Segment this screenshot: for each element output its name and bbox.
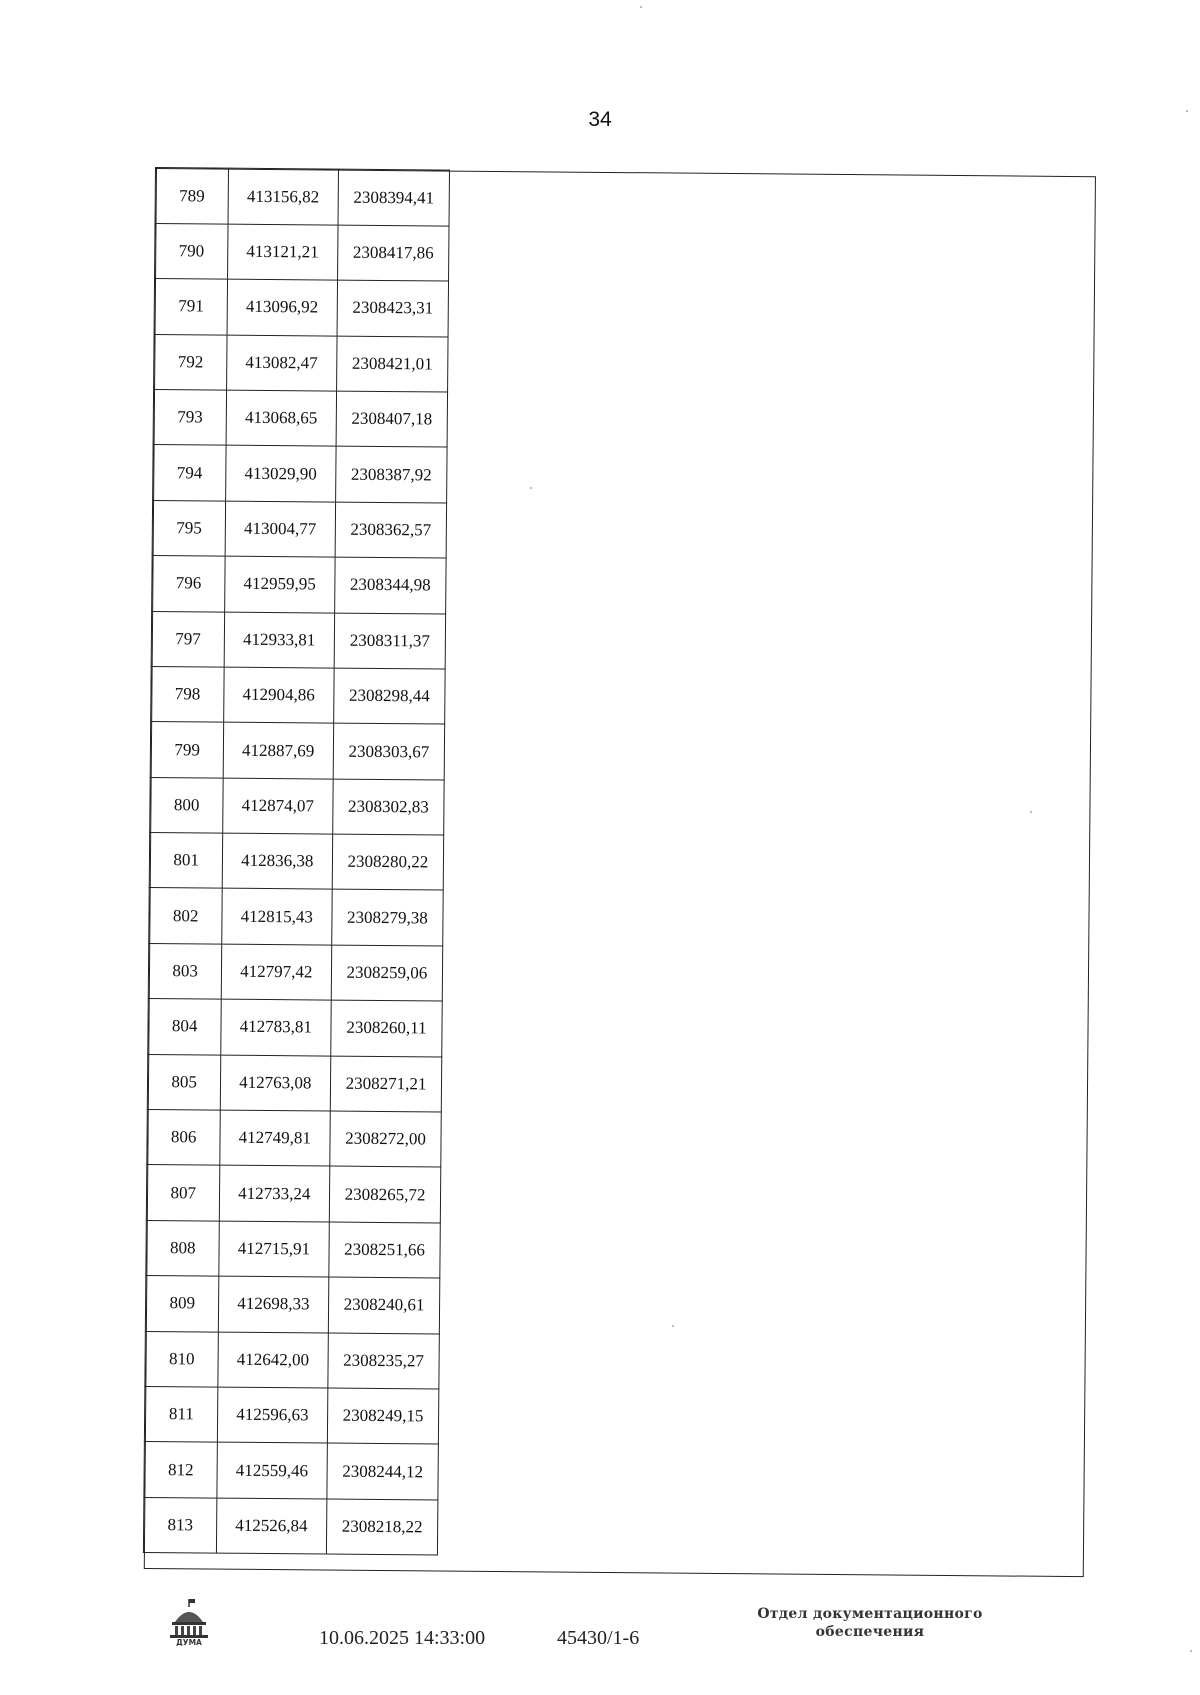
point-number-cell: 791 xyxy=(154,279,227,335)
x-coordinate-cell: 412874,07 xyxy=(223,778,333,834)
x-coordinate-cell: 412783,81 xyxy=(221,999,331,1055)
point-number-cell: 812 xyxy=(144,1442,217,1498)
point-number-cell: 803 xyxy=(149,943,222,999)
empty-cell xyxy=(443,891,1087,952)
point-number-cell: 795 xyxy=(153,500,226,556)
empty-cell xyxy=(447,447,1091,508)
table-row xyxy=(150,777,1087,841)
empty-cell xyxy=(447,392,1091,453)
scan-speck xyxy=(672,1325,674,1327)
empty-cell xyxy=(439,1389,1083,1450)
empty-cell xyxy=(442,1057,1086,1118)
x-coordinate-cell: 412904,86 xyxy=(224,667,334,723)
empty-cell xyxy=(446,503,1090,564)
x-coordinate-cell: 413156,82 xyxy=(228,169,338,225)
point-number-cell: 789 xyxy=(155,168,228,224)
point-number-cell: 811 xyxy=(145,1386,218,1442)
point-number-cell: 807 xyxy=(147,1165,220,1221)
y-coordinate-cell: 2308303,67 xyxy=(333,723,445,779)
y-coordinate-cell: 2308271,21 xyxy=(330,1056,442,1112)
duma-logo-icon xyxy=(167,1598,211,1646)
table-row xyxy=(153,445,1090,509)
table-row xyxy=(145,1331,1082,1395)
table-row xyxy=(152,611,1089,675)
x-coordinate-cell: 412596,63 xyxy=(217,1387,327,1443)
coordinates-table xyxy=(143,167,1093,1561)
scan-speck xyxy=(530,487,532,489)
table-row xyxy=(155,168,1092,232)
y-coordinate-cell: 2308260,11 xyxy=(330,1000,442,1056)
department-line-1: Отдел документационного xyxy=(757,1606,983,1622)
empty-cell xyxy=(444,780,1088,841)
table-row xyxy=(154,279,1091,343)
point-number-cell: 800 xyxy=(150,777,223,833)
y-coordinate-cell: 2308394,41 xyxy=(338,169,450,225)
x-coordinate-cell: 412887,69 xyxy=(223,722,333,778)
x-coordinate-cell: 412559,46 xyxy=(217,1442,327,1498)
y-coordinate-cell: 2308387,92 xyxy=(335,446,447,502)
point-number-cell: 799 xyxy=(151,722,224,778)
x-coordinate-cell: 412836,38 xyxy=(222,833,332,889)
empty-cell xyxy=(438,1500,1082,1561)
empty-cell xyxy=(440,1278,1084,1339)
table-row xyxy=(144,1497,1081,1561)
table-row xyxy=(154,334,1091,398)
y-coordinate-cell: 2308251,66 xyxy=(328,1222,440,1278)
logo-caption: ДУМА xyxy=(176,1638,202,1646)
empty-cell xyxy=(448,337,1092,398)
point-number-cell: 804 xyxy=(148,999,221,1055)
empty-cell xyxy=(439,1334,1083,1395)
table-row xyxy=(147,1110,1084,1174)
point-number-cell: 798 xyxy=(151,666,224,722)
table-row xyxy=(147,1165,1084,1229)
point-number-cell: 797 xyxy=(152,611,225,667)
y-coordinate-cell: 2308265,72 xyxy=(329,1166,441,1222)
table-row xyxy=(153,389,1090,453)
x-coordinate-cell: 412749,81 xyxy=(220,1110,330,1166)
scan-speck xyxy=(1186,110,1188,112)
table-row xyxy=(145,1386,1082,1450)
y-coordinate-cell: 2308259,06 xyxy=(331,945,443,1001)
x-coordinate-cell: 412959,95 xyxy=(225,556,335,612)
coordinates-frame xyxy=(144,168,1096,1577)
y-coordinate-cell: 2308244,12 xyxy=(327,1443,439,1499)
y-coordinate-cell: 2308249,15 xyxy=(327,1388,439,1444)
x-coordinate-cell: 413029,90 xyxy=(226,445,336,501)
x-coordinate-cell: 413004,77 xyxy=(225,501,335,557)
empty-cell xyxy=(438,1444,1082,1505)
x-coordinate-cell: 412797,42 xyxy=(221,944,331,1000)
table-row xyxy=(155,223,1092,287)
point-number-cell: 801 xyxy=(150,833,223,889)
x-coordinate-cell: 412763,08 xyxy=(220,1055,330,1111)
y-coordinate-cell: 2308362,57 xyxy=(335,502,447,558)
coordinates-table-body xyxy=(144,168,1093,1561)
y-coordinate-cell: 2308344,98 xyxy=(334,557,446,613)
y-coordinate-cell: 2308302,83 xyxy=(332,779,444,835)
empty-cell xyxy=(448,281,1092,342)
y-coordinate-cell: 2308298,44 xyxy=(333,668,445,724)
point-number-cell: 796 xyxy=(152,556,225,612)
x-coordinate-cell: 413121,21 xyxy=(228,224,338,280)
point-number-cell: 792 xyxy=(154,334,227,390)
table-row xyxy=(146,1276,1083,1340)
table-row xyxy=(144,1442,1081,1506)
empty-cell xyxy=(441,1167,1085,1228)
empty-cell xyxy=(445,669,1089,730)
empty-cell xyxy=(445,614,1089,675)
table-row xyxy=(152,556,1089,620)
x-coordinate-cell: 413096,92 xyxy=(227,279,337,335)
point-number-cell: 793 xyxy=(153,389,226,445)
empty-cell xyxy=(444,835,1088,896)
empty-cell xyxy=(449,170,1093,231)
empty-cell xyxy=(442,1001,1086,1062)
x-coordinate-cell: 412642,00 xyxy=(218,1332,328,1388)
empty-cell xyxy=(440,1223,1084,1284)
table-row xyxy=(149,888,1086,952)
y-coordinate-cell: 2308417,86 xyxy=(337,225,449,281)
registration-number: 45430/1-6 xyxy=(557,1627,640,1649)
x-coordinate-cell: 413082,47 xyxy=(227,335,337,391)
empty-cell xyxy=(443,946,1087,1007)
empty-cell xyxy=(449,226,1093,287)
empty-cell xyxy=(446,558,1090,619)
y-coordinate-cell: 2308240,61 xyxy=(328,1277,440,1333)
point-number-cell: 809 xyxy=(146,1276,219,1332)
y-coordinate-cell: 2308218,22 xyxy=(326,1499,438,1555)
point-number-cell: 802 xyxy=(149,888,222,944)
scan-speck xyxy=(1030,811,1032,813)
point-number-cell: 790 xyxy=(155,223,228,279)
table-row xyxy=(151,722,1088,786)
department-stamp xyxy=(720,1605,1020,1641)
y-coordinate-cell: 2308279,38 xyxy=(331,890,443,946)
y-coordinate-cell: 2308311,37 xyxy=(334,613,446,669)
y-coordinate-cell: 2308407,18 xyxy=(336,391,448,447)
point-number-cell: 810 xyxy=(145,1331,218,1387)
point-number-cell: 808 xyxy=(146,1220,219,1276)
scan-speck xyxy=(640,6,642,8)
x-coordinate-cell: 412733,24 xyxy=(219,1166,329,1222)
y-coordinate-cell: 2308280,22 xyxy=(332,834,444,890)
department-line-2: обеспечения xyxy=(815,1624,925,1640)
table-row xyxy=(150,833,1087,897)
empty-cell xyxy=(445,724,1089,785)
table-row xyxy=(148,1054,1085,1118)
point-number-cell: 805 xyxy=(148,1054,221,1110)
table-row xyxy=(151,666,1088,730)
y-coordinate-cell: 2308421,01 xyxy=(336,336,448,392)
point-number-cell: 806 xyxy=(147,1110,220,1166)
x-coordinate-cell: 412715,91 xyxy=(219,1221,329,1277)
table-row xyxy=(149,943,1086,1007)
x-coordinate-cell: 412526,84 xyxy=(216,1498,326,1554)
y-coordinate-cell: 2308235,27 xyxy=(327,1333,439,1389)
page-number: 34 xyxy=(588,108,612,131)
y-coordinate-cell: 2308423,31 xyxy=(337,280,449,336)
x-coordinate-cell: 412698,33 xyxy=(218,1276,328,1332)
scan-speck xyxy=(1190,1650,1192,1652)
table-row xyxy=(153,500,1090,564)
empty-cell xyxy=(441,1112,1085,1173)
table-row xyxy=(146,1220,1083,1284)
registration-datetime: 10.06.2025 14:33:00 xyxy=(319,1627,486,1649)
point-number-cell: 813 xyxy=(144,1497,217,1553)
x-coordinate-cell: 413068,65 xyxy=(226,390,336,446)
table-row xyxy=(148,999,1085,1063)
x-coordinate-cell: 412933,81 xyxy=(224,612,334,668)
point-number-cell: 794 xyxy=(153,445,226,501)
x-coordinate-cell: 412815,43 xyxy=(222,889,332,945)
y-coordinate-cell: 2308272,00 xyxy=(329,1111,441,1167)
